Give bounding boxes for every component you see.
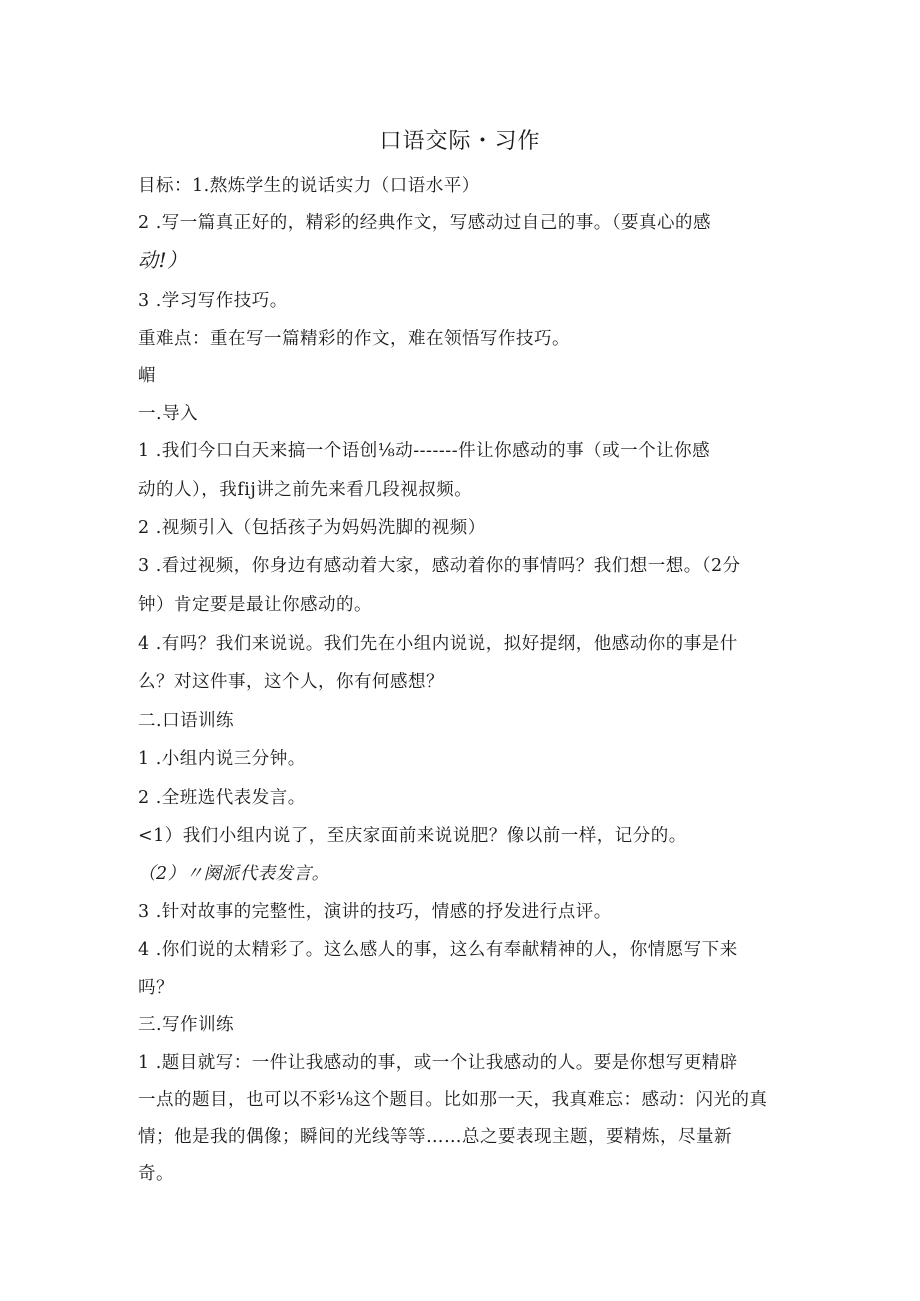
writing-item-1-continued-3: 奇。 (138, 1164, 174, 1184)
intro-item-3: 3 .看过视频，你身边有感动着大家，感动着你的事情吗？我们想一想。（2分 (138, 556, 741, 576)
goal-3-line: 3 .学习写作技巧。 (138, 291, 288, 311)
goal-2-line: 2 .写一篇真正好的，精彩的经典作文，写感动过自己的事。（要真心的感 (138, 213, 712, 233)
section-heading-oral: 二.口语训练 (138, 711, 235, 731)
oral-item-2: 2 .全班选代表发言。 (138, 788, 306, 808)
intro-item-1: 1 .我们今口白天来搞一个语创⅛动-------件让你感动的事（或一个让你感 (138, 441, 711, 461)
writing-item-1: 1 .题目就写：一件让我感动的事，或一个让我感动的人。要是你想写更精辟 (138, 1053, 738, 1073)
page-title: 口语交际・习作 (379, 129, 541, 154)
goal-line: 目标：1.熬炼学生的说话实力（口语水平） (138, 176, 480, 196)
intro-item-4: 4 .有吗？我们来说说。我们先在小组内说说，拟好提纲，他感动你的事是什 (138, 634, 738, 654)
intro-item-3-continued: 钟）肯定要是最让你感动的。 (138, 595, 372, 615)
writing-item-1-continued-2: 情；他是我的偶像；瞬间的光线等等……总之要表现主题，要精炼，尽量新 (138, 1127, 732, 1147)
oral-subitem-1: <1）我们小组内说了，至庆家面前来说说肥？像以前一样，记分的。 (138, 826, 687, 846)
process-label: 嵋 (138, 366, 156, 386)
intro-item-2: 2 .视频引入（包括孩子为妈妈洗脚的视频） (138, 518, 486, 538)
oral-item-4-continued: 吗？ (138, 978, 174, 998)
key-points-line: 重难点：重在写一篇精彩的作文，难在领悟写作技巧。 (138, 329, 570, 349)
section-heading-writing: 三.写作训练 (138, 1015, 235, 1035)
writing-item-1-continued: 一点的题目，也可以不彩⅛这个题目。比如那一天，我真难忘：感动：闪光的真 (138, 1090, 768, 1110)
oral-item-1: 1 .小组内说三分钟。 (138, 749, 306, 769)
intro-item-4-continued: 么？对这件事，这个人，你有何感想？ (138, 672, 444, 692)
oral-subitem-2: （2）〃阕派代表发言。 (138, 864, 330, 884)
goal-2-continued: 动!） (138, 248, 188, 272)
intro-item-1-continued: 动的人），我fij讲之前先来看几段视叔频。 (138, 480, 473, 500)
section-heading-intro: 一.导入 (138, 404, 199, 424)
oral-item-3: 3 .针对故事的完整性，演讲的技巧，情感的抒发进行点评。 (138, 902, 612, 922)
oral-item-4: 4 .你们说的太精彩了。这么感人的事，这么有奉献精神的人，你情愿写下来 (138, 940, 738, 960)
